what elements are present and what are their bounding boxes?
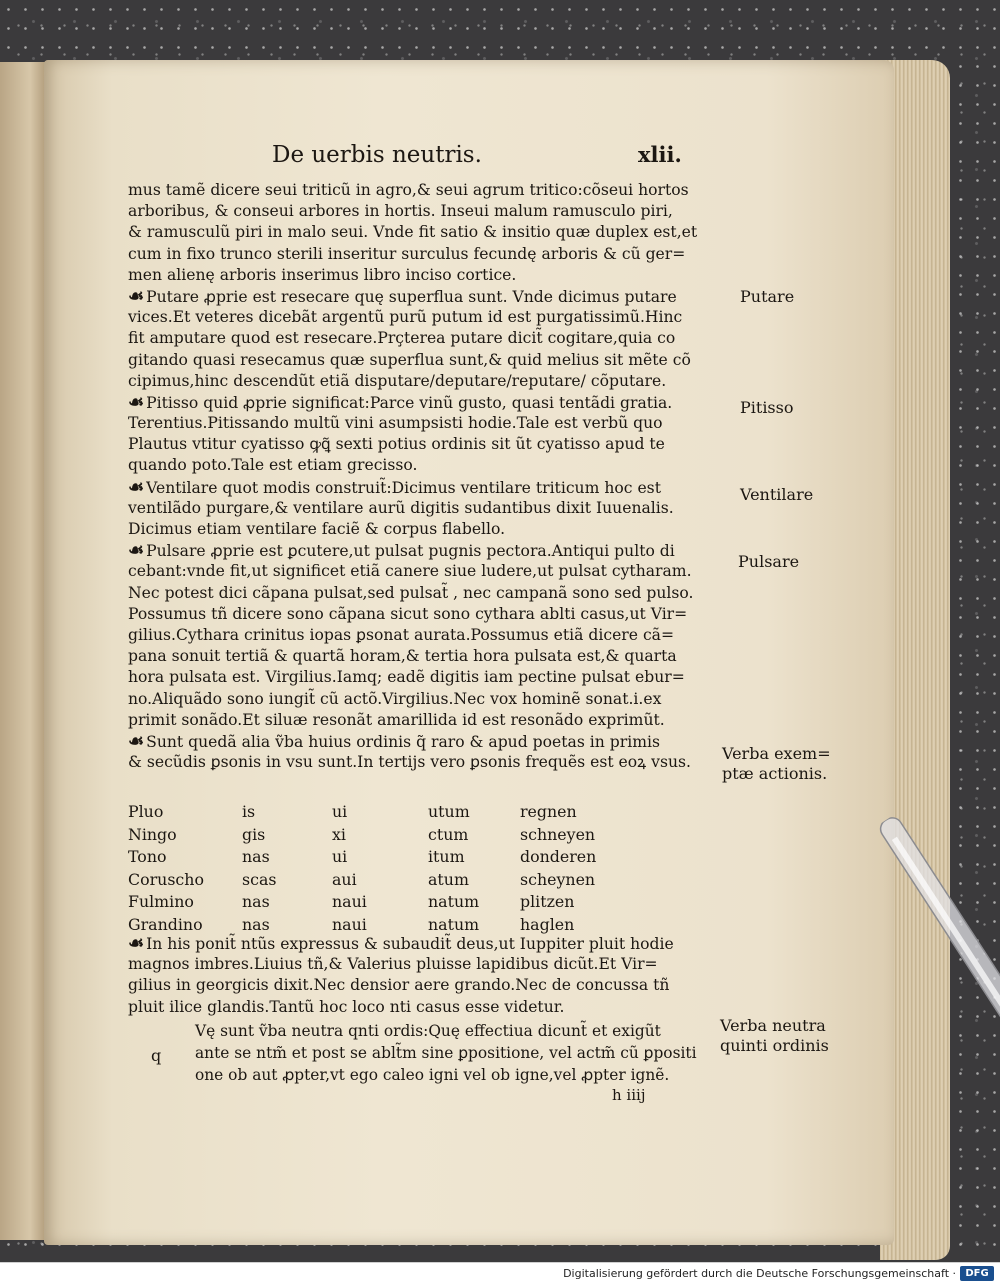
line-text: gilius in georgicis dixit.Nec densior aere grando.Nec de concussa tñ [128,976,670,995]
text-line [128,477,697,498]
table-cell: Coruscho [128,869,204,889]
text-line [128,307,697,328]
line-text: In his ponit̃ ntũs expressus & subaudit̃ deus,ut Iuppiter pluit hodie [146,935,674,953]
table-cell: atum [428,869,469,889]
text-line [128,667,697,688]
table-cell: aui [332,869,357,889]
table-cell: nas [242,914,270,934]
pilcrow-icon: ☙ [128,933,145,954]
text-line [195,1064,697,1086]
line-text: cum in fixo trunco sterili inseritur surculus fecundę arboris & cũ ger= [128,244,686,263]
second-text-block [128,933,674,1018]
table-cell: gis [242,824,266,844]
text-line [128,286,697,307]
line-text: gilius.Cythara crinitus iopas ꝑsonat aurata.Possumus etiã dicere cã= [128,625,675,644]
table-cell: donderen [520,847,597,866]
text-line [128,519,697,540]
line-text: Vę sunt ṽba neutra qnti ordis:Quę effectiua dicunt̃ et exigũt [195,1022,661,1040]
text-line [128,180,697,201]
margin-note-line: Verba neutra [720,1016,826,1035]
footer-bar [0,1262,1000,1285]
line-text: magnos imbres.Liuius tñ,& Valerius pluisse lapidibus dicũt.Et Vir= [128,955,658,974]
line-text: Pulsare ꝓprie est ꝑcutere,ut pulsat pugnis pectora.Antiqui pulto di [146,542,675,561]
line-text: mus tamẽ dicere seui triticũ in agro,& seui agrum tritico:cõseui hortos [128,181,689,199]
line-text: Plautus vtitur cyatisso ꝙꝗ̃ sexti potius ordinis sit ũt cyatisso apud te [128,435,665,454]
table-cell: naui [332,914,367,934]
line-text: hora pulsata est. Virgilius.Iamq; eadẽ digitis iam pectine pulsat ebur= [128,668,685,687]
line-text: vices.Et veteres dicebãt argentũ purũ putum id est purgatissimũ.Hinc [128,308,683,327]
text-line [128,328,697,349]
line-text: & ramusculũ piri in malo seui. Vnde fit satio & insitio quæ duplex est,et [128,223,698,242]
text-line [128,604,697,625]
pilcrow-icon: ☙ [128,730,145,752]
margin-note-line: quinti ordinis [720,1036,829,1055]
text-line [128,413,697,434]
text-line [128,392,697,413]
line-text: cipimus,hinc descendũt etiã disputare/deputare/reputare/ cõputare. [128,371,667,390]
line-text: fit amputare quod est resecare.Prçterea putare dicit̃ cogitare,quia co [128,329,676,348]
signature-mark: h iiij [612,1086,646,1104]
table-cell: itum [428,847,465,866]
text-line [128,625,697,646]
line-text: one ob aut ꝓpter,vt ego caleo igni vel ob igne,vel ꝓpter ignẽ. [195,1066,670,1084]
line-text: pana sonuit tertiã & quartã horam,& tertia hora pulsata est,& quarta [128,647,677,666]
line-text: quando poto.Tale est etiam grecisso. [128,456,418,475]
table-cell: Tono [128,847,167,866]
pilcrow-icon: ☙ [128,476,145,498]
text-line [128,434,697,455]
table-cell: utum [428,802,470,821]
line-text: men alienę arboris inserimus libro inciso cortice. [128,265,517,284]
table-cell: natum [428,892,480,911]
table-cell: ui [332,802,348,821]
margin-note-verba-exemptae [722,744,831,784]
main-text-block [128,180,697,773]
line-text: pluit ilice glandis.Tantũ hoc loco nti casus esse videtur. [128,997,565,1016]
table-cell: Fulmino [128,892,194,911]
text-line [128,371,697,392]
text-line [128,997,674,1018]
table-cell: schneyen [520,824,596,844]
margin-note-pulsare: Pulsare [738,552,800,571]
dfg-logo-icon: DFG [960,1266,994,1281]
text-line [128,933,674,954]
table-cell: ui [332,847,348,866]
line-text: Pitisso quid ꝓprie significat:Parce vinũ gusto, quasi tentãdi gratia. [146,393,673,412]
line-text: cebant:vnde fit,ut significet etiã canere siue ludere,ut pulsat cytharam. [128,562,692,581]
text-line [128,455,697,476]
text-line [128,561,697,582]
final-paragraph [195,1020,697,1086]
margin-note-verba-quinti [720,1016,829,1056]
margin-note-putare: Putare [740,287,795,306]
text-line [128,689,697,710]
table-cell: naui [332,892,367,911]
line-text: Sunt quedã alia ṽba huius ordinis q̃ raro & apud poetas in primis [146,732,660,751]
table-cell: ctum [428,824,469,844]
table-cell: xi [332,824,346,844]
table-cell: plitzen [520,892,575,911]
text-line [128,752,697,773]
table-cell: nas [242,847,270,866]
initial-marker: q [151,1046,162,1065]
margin-note-line: ptæ actionis. [722,764,828,783]
table-cell: scheynen [520,869,596,889]
table-cell: natum [428,914,480,934]
table-cell: regnen [520,802,577,821]
line-text: no.Aliquãdo sono iungit̃ cũ actõ.Virgilius.Nec vox hominẽ sonat.i.ex [128,689,662,708]
text-line [195,1020,697,1042]
margin-note-ventilare: Ventilare [740,485,814,504]
folio-number: xlii. [638,142,682,167]
table-cell: Pluo [128,802,164,821]
table-cell: scas [242,869,277,889]
footer-credit: Digitalisierung gefördert durch die Deutsche Forschungsgemeinschaft · [563,1267,956,1280]
pilcrow-icon: ☙ [128,285,145,307]
text-line [128,265,697,286]
text-line [195,1042,697,1064]
line-text: Ventilare quot modis construit̃:Dicimus ventilare triticum hoc est [146,478,661,497]
table-cell: haglen [520,914,575,934]
table-cell: is [242,802,256,821]
table-cell: Ningo [128,824,177,844]
line-text: primit sonãdo.Et siluæ resonãt amarillida id est resonãdo exprimũt. [128,710,665,729]
table-cell: Grandino [128,914,203,934]
left-page-edge [0,62,50,1240]
line-text: Possumus tñ dicere sono cãpana sicut sono cythara ablti casus,ut Vir= [128,604,688,623]
line-text: Nec potest dici cãpana pulsat,sed pulsat̃ , nec campanã sono sed pulso. [128,583,694,602]
table-cell: nas [242,892,270,911]
text-line [128,646,697,667]
line-text: arboribus, & conseui arbores in hortis. Inseui malum ramusculo piri, [128,202,673,221]
text-line [128,731,697,752]
text-line [128,201,697,222]
text-line [128,222,697,243]
running-title: De uerbis neutris. [272,142,482,168]
line-text: Putare ꝓprie est resecare quę superflua sunt. Vnde dicimus putare [146,287,677,306]
text-line [128,975,674,996]
line-text: Dicimus etiam ventilare faciẽ & corpus flabello. [128,520,506,538]
text-line [128,710,697,731]
text-line [128,954,674,975]
pilcrow-icon: ☙ [128,540,145,562]
line-text: & secũdis ꝑsonis in vsu sunt.In tertijs vero ꝑsonis frequẽs est eoꝝ vsus. [128,753,691,772]
line-text: ventilãdo purgare,& ventilare aurũ digitis sudantibus dixit Iuuenalis. [128,498,674,517]
text-line [128,540,697,561]
text-line [128,583,697,604]
text-line [128,498,697,519]
line-text: ante se ntm̃ et post se ablt̃m sine ꝑpositione, vel actm̃ cũ ꝑpositi [195,1044,697,1062]
text-line [128,350,697,371]
line-text: Terentius.Pitissando multũ vini asumpsisti hodie.Tale est verbũ quo [128,414,663,433]
margin-note-pitisso: Pitisso [740,398,794,417]
pilcrow-icon: ☙ [128,391,145,413]
line-text: gitando quasi resecamus quæ superflua sunt,& quid melius sit mẽte cõ [128,350,691,369]
margin-note-line: Verba exem= [722,744,831,763]
text-line [128,244,697,265]
